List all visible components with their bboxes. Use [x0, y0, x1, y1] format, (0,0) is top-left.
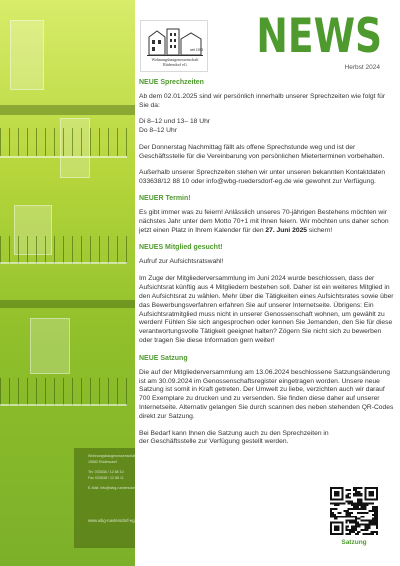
balcony-railing — [0, 128, 135, 156]
logo-name-line: Wohnungsbaugenossenschaft — [151, 57, 199, 62]
paragraph: Ab dem 02.01.2025 sind wir persönlich innerhalb unserer Sprechzeiten wie folgt für Sie da: — [139, 93, 386, 109]
newsletter-content — [139, 78, 394, 455]
section-heading: NEUES Mitglied gesucht! — [139, 244, 223, 252]
newsletter-title: NEWS — [256, 9, 382, 64]
paragraph: Im Zuge der Mitgliederversammlung im Juni 2024 wurde beschlossen, dass der Aufsichtsrat künftig aus 4 Mitgliedern bestehen soll. Daher ist ein weiteres Mitglied in den Aufsichtsrat zu wählen. Mehr über die Tätigkeiten eines Aufsichtsrates sowie über das Bewerbungsverfahren erfahren Sie auf unserer Internetseite. Übrigens: Ein Aufsichtsratmitglied muss nicht in unserer Genossenschaft wohnen, um gewählt zu werden! Fühlen Sie sich angesprochen oder kennen Sie Jemanden, den Sie für diese verantwortungsvolle Tätigkeit geeignet halten? Zögern Sie nicht sich zu bewerben oder tragen Sie diese Information gern weiter! — [139, 274, 394, 345]
entrance-sign — [74, 448, 146, 548]
opening-hours — [139, 118, 394, 136]
qr-code-label: Satzung — [341, 539, 367, 546]
logo-company-name — [144, 57, 206, 67]
sign-line: Wohnungsbaugenossenschaft — [88, 454, 137, 458]
building-photo-strip — [0, 0, 146, 566]
balcony-railing — [0, 378, 135, 406]
paragraph: Außerhalb unserer Sprechzeiten stehen wir unter unseren bekannten Kontaktdaten 033638/12 88 10 oder info@wbg-ruedersdorf-eg.de wie gewohnt zur Verfügung. — [139, 168, 386, 185]
sign-line: 15562 Rüdersdorf — [88, 460, 117, 464]
balcony-slab — [0, 404, 127, 434]
sign-line: www.wbg-ruedersdorf-eg.de — [88, 518, 141, 523]
text-run: sichern! — [307, 227, 333, 235]
section-termin — [139, 194, 394, 236]
sign-line: Tel. 033638 / 12 88 10 — [88, 470, 124, 474]
hours-line: Di 8–12 und 13– 18 Uhr — [139, 118, 211, 126]
section-heading: NEUE Sprechzeiten — [139, 79, 204, 86]
facade-window — [10, 20, 44, 90]
company-logo — [140, 20, 208, 72]
balcony-slab — [0, 262, 127, 292]
paragraph — [139, 209, 394, 236]
logo-since: seit 1953 — [190, 48, 203, 52]
event-date: 27. Juni 2025 — [265, 227, 308, 235]
sign-line: E-Mail: info@wbg-ruedersdorf-eg.de — [88, 486, 146, 490]
paragraph: Der Donnerstag Nachmittag fällt als offene Sprechstunde weg und ist der Geschäftsstelle für die Vereinbarung von persönlichen Mieterterminen vorbehalten. — [139, 143, 385, 160]
paragraph: Die auf der Mitgliederversammlung am 13.06.2024 beschlossene Satzungsänderung ist am 30.09.2024 im Genossenschaftsregister eingetragen worden. Unsere neue Satzung ist somit in Kraft getreten. Der Umwelt zu liebe, verzichten auch wir darauf 700 Exemplare zu drucken und zu versenden. Sie finden diese daher auf unserer Internetseite. Alternativ gelangen Sie durch scannen des neben stehenden QR-Codes direkt zur Satzung. — [139, 368, 394, 421]
balcony-shadow — [0, 105, 135, 115]
facade-window — [30, 318, 70, 374]
edition-label: Herbst 2024 — [344, 64, 380, 71]
paragraph: Aufruf zur Aufsichtsratswahl! — [139, 258, 224, 266]
balcony-slab — [0, 156, 127, 186]
section-heading: NEUER Termin! — [139, 195, 191, 203]
logo-name-line: Rüdersdorf eG — [163, 62, 187, 67]
section-satzung — [139, 354, 394, 448]
sign-line: Fax 033638 / 12 88 11 — [88, 476, 124, 480]
hours-line: Do 8–12 Uhr — [139, 127, 177, 135]
paragraph: Bei Bedarf kann Ihnen die Satzung auch zu den Sprechzeiten in der Geschäftsstelle zur Verfügung gestellt werden. — [139, 429, 329, 446]
section-sprechzeiten — [139, 78, 394, 187]
section-heading: NEUE Satzung — [139, 354, 188, 362]
balcony-railing — [0, 236, 135, 264]
section-mitglied — [139, 243, 394, 346]
houses-icon — [147, 25, 203, 57]
balcony-shadow — [0, 300, 135, 308]
text-run: Es gibt immer was zu feiern! Anlässlich unseres 70-jährigen Bestehens möchten wir nächstes Jahr unter dem Motto 70+1 mit Ihnen feiern. Wir möchten uns daher schon jetzt einen Platz in Ihrem Kalender für den — [139, 209, 389, 235]
qr-code-icon[interactable] — [330, 487, 378, 535]
